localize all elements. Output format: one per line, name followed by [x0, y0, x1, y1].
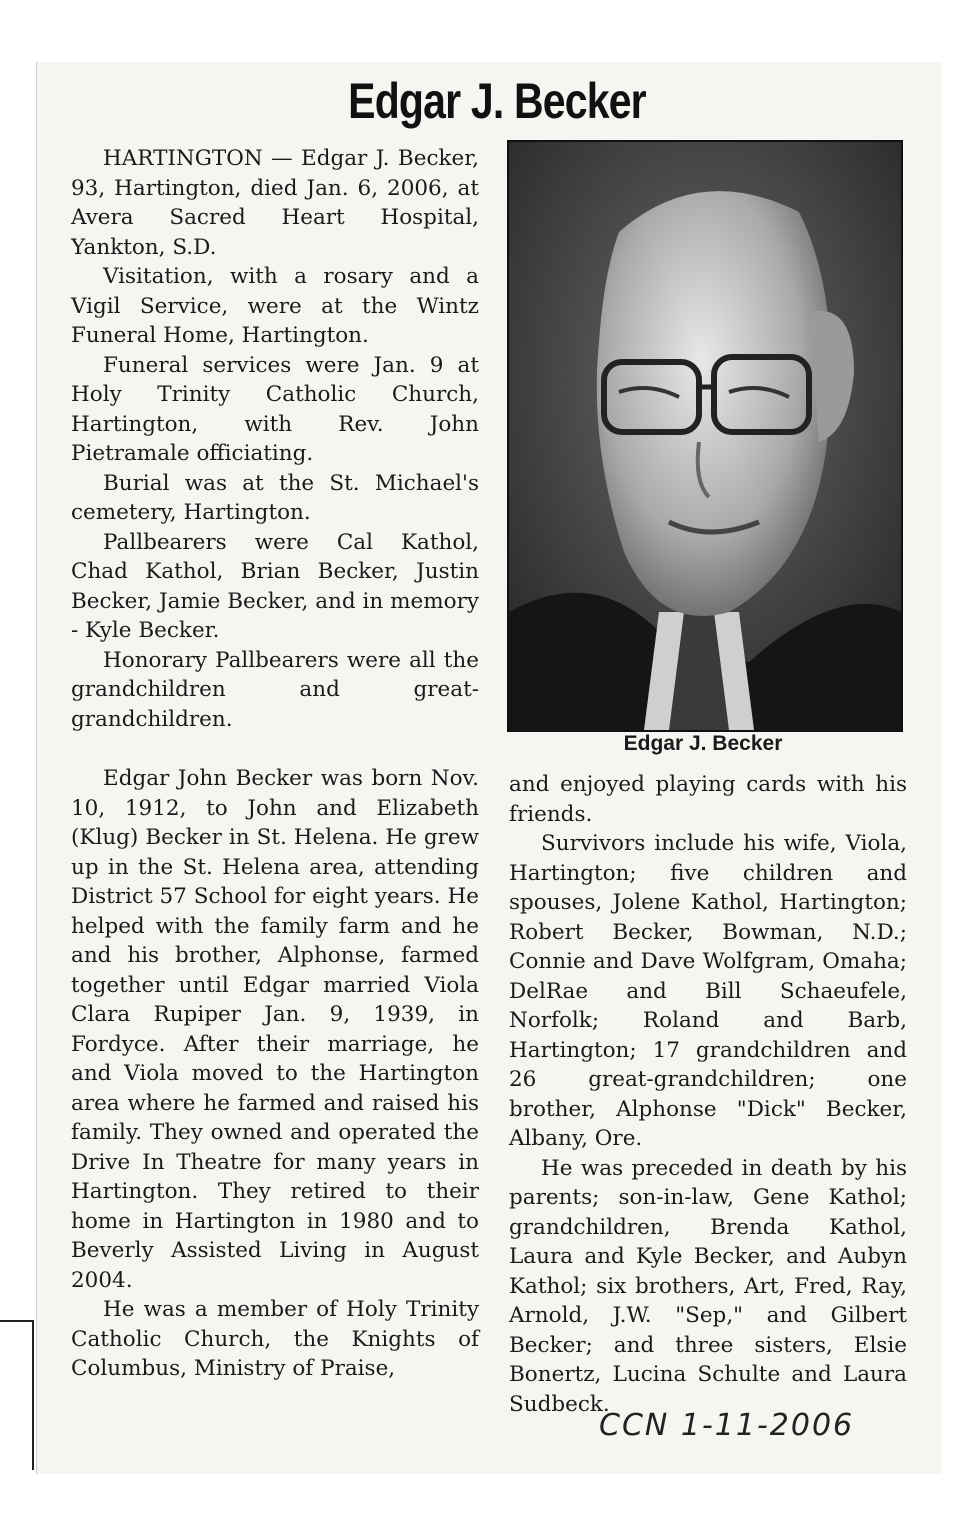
paragraph: He was a member of Holy Trinity Catholic Church, the Knights of Columbus, Ministry of Praise, — [71, 1297, 479, 1381]
paragraph: Survivors include his wife, Viola, Hartington; five children and spouses, Jolene Kathol, Hartington; Robert Becker, Bowman, N.D.; Connie and Dave Wolfgram, Omaha; DelRae and Bill Schaeufele, Norfolk; Roland and Barb, Hartington; 17 grandchildren and 26 great-grandchildren; one brother, Alphonse "Dick" Becker, Albany, Ore. — [509, 831, 907, 1151]
paragraph: and enjoyed playing cards with his friends. — [509, 772, 907, 827]
column-top-left — [71, 144, 479, 734]
portrait-photo — [507, 140, 903, 732]
headline: Edgar J. Becker — [348, 73, 646, 129]
photo-caption: Edgar J. Becker — [623, 732, 783, 755]
paragraph: Edgar John Becker was born Nov. 10, 1912, to John and Elizabeth (Klug) Becker in St. Helena. He grew up in the St. Helena area, attending District 57 School for eight years. He helped with the family farm and he and his brother, Alphonse, farmed together until Edgar married Viola Clara Rupiper Jan. 9, 1939, in Fordyce. After their marriage, he and Viola moved to the Hartington area where he farmed and raised his family. They owned and operated the Drive In Theatre for many years in Hartington. They retired to their home in Hartington in 1980 and to Beverly Assisted Living in August 2004. — [71, 766, 479, 1293]
column-right — [509, 770, 907, 1419]
clipping-edge-mark — [32, 1320, 34, 1470]
column-bottom-left — [71, 764, 479, 1384]
paragraph: He was preceded in death by his parents; son-in-law, Gene Kathol; grandchildren, Brenda Kathol, Laura and Kyle Becker, and Aubyn Kathol; six brothers, Art, Fred, Ray, Arnold, J.W. "Sep," and Gilbert Becker; and three sisters, Elsie Bonertz, Lucina Schulte and Laura Sudbeck. — [509, 1155, 907, 1417]
newspaper-clipping — [36, 62, 942, 1474]
handwritten-date-note: CCN 1-11-2006 — [599, 1408, 855, 1443]
paragraph: HARTINGTON — Edgar J. Becker, 93, Hartington, died Jan. 6, 2006, at Avera Sacred Heart Hospital, Yankton, S.D. — [71, 146, 479, 260]
paragraph: Honorary Pallbearers were all the grandchildren and great-grandchildren. — [71, 647, 479, 732]
paragraph: Visitation, with a rosary and a Vigil Service, were at the Wintz Funeral Home, Hartington. — [71, 264, 479, 348]
paragraph: Burial was at the St. Michael's cemetery, Hartington. — [71, 470, 479, 525]
paragraph: Pallbearers were Cal Kathol, Chad Kathol, Brian Becker, Justin Becker, Jamie Becker, and in memory - Kyle Becker. — [71, 529, 479, 643]
paragraph: Funeral services were Jan. 9 at Holy Trinity Catholic Church, Hartington, with Rev. John Pietramale officiating. — [71, 352, 479, 466]
clipping-edge-mark — [0, 1320, 34, 1322]
